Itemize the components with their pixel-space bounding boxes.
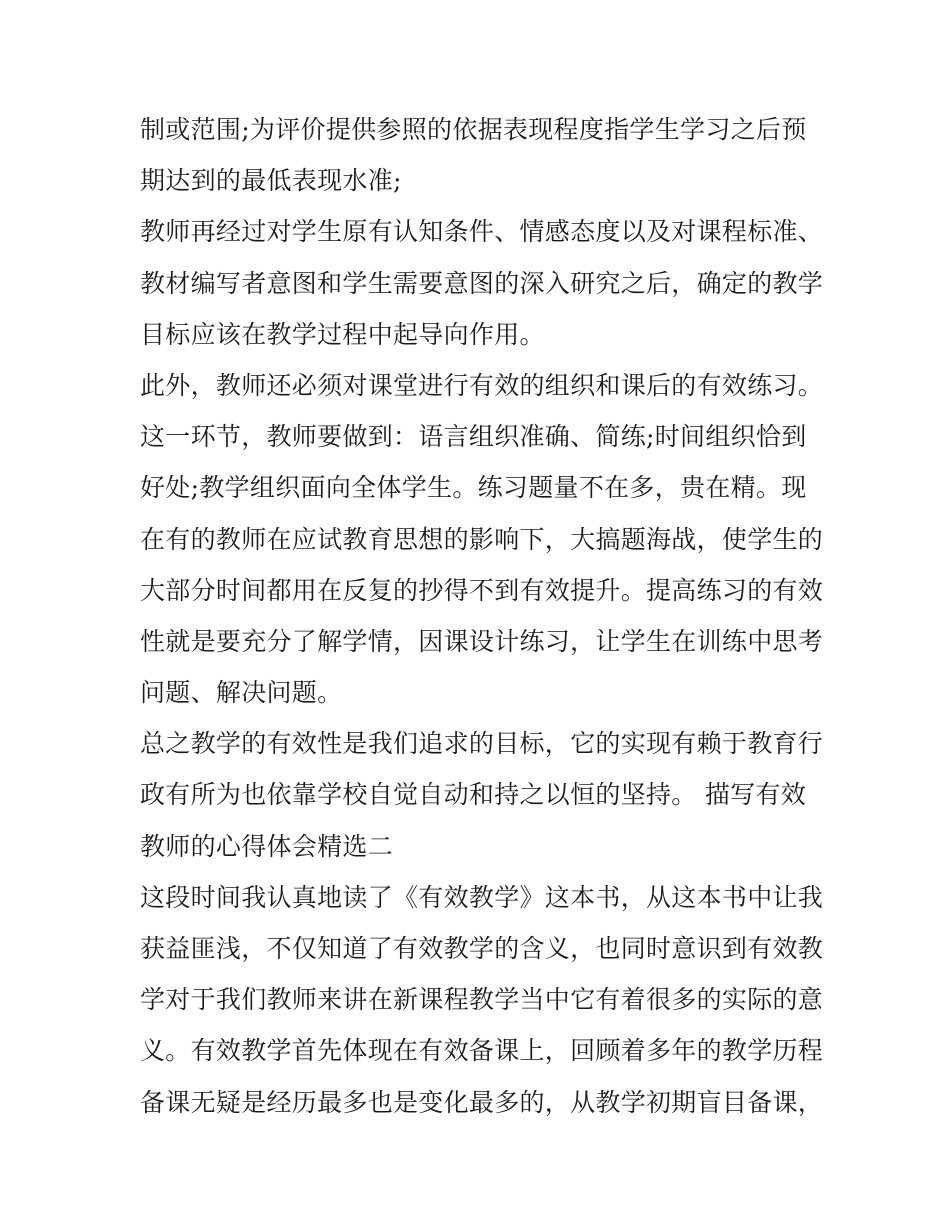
text-line: 问题、解决问题。 (140, 678, 343, 708)
text-line: 大部分时间都用在反复的抄得不到有效提升。提高练习的有效 (140, 575, 824, 605)
text-line: 教师再经过对学生原有认知条件、情感态度以及对课程标准、 (140, 217, 824, 247)
text-line: 备课无疑是经历最多也是变化最多的，从教学初期盲目备课， (140, 1087, 824, 1117)
text-line: 好处;教学组织面向全体学生。练习题量不在多，贵在精。现 (140, 473, 807, 503)
text-line: 性就是要充分了解学情，因课设计练习，让学生在训练中思考 (140, 626, 824, 656)
text-line: 在有的教师在应试教育思想的影响下，大搞题海战，使学生的 (140, 524, 824, 554)
text-line: 教师的心得体会精选二 (140, 831, 394, 861)
text-line: 学对于我们教师来讲在新课程教学当中它有着很多的实际的意 (140, 985, 824, 1015)
text-line: 目标应该在教学过程中起导向作用。 (140, 319, 545, 349)
text-line: 获益匪浅，不仅知道了有效教学的含义，也同时意识到有效教 (140, 934, 824, 963)
text-line: 这一环节，教师要做到：语言组织准确、简练;时间组织恰到 (140, 422, 807, 452)
text-line: 制或范围;为评价提供参照的依据表现程度指学生学习之后预 (140, 115, 807, 144)
text-line: 此外，教师还必须对课堂进行有效的组织和课后的有效练习。 (140, 370, 824, 400)
text-line: 政有所为也依靠学校自觉自动和持之以恒的坚持。 描写有效 (140, 780, 807, 810)
body-text (140, 104, 824, 1128)
text-line: 总之教学的有效性是我们追求的目标，它的实现有赖于教育行 (140, 729, 824, 759)
text-line: 期达到的最低表现水准; (140, 166, 402, 196)
text-line: 义。有效教学首先体现在有效备课上，回顾着多年的教学历程 (140, 1036, 824, 1066)
text-line: 教材编写者意图和学生需要意图的深入研究之后，确定的教学 (140, 268, 824, 298)
text-line: 这段时间我认真地读了《有效教学》这本书，从这本书中让我 (140, 882, 824, 912)
